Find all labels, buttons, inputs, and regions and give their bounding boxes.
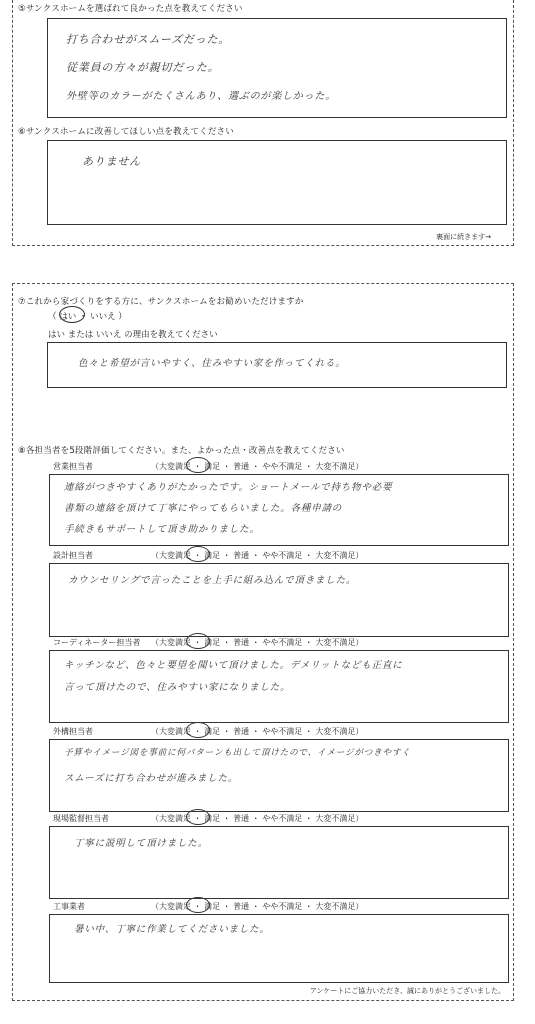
staff-role-site-supervisor: 現場監督担当者 xyxy=(53,814,109,823)
q5-answer-line-1: 打ち合わせがスムーズだった。 xyxy=(66,33,231,46)
staff-comment-line: 暑い中、丁寧に作業してくださいました。 xyxy=(74,924,270,935)
staff-comment-line: キッチンなど、色々と要望を聞いて頂けました。デメリットなども正直に xyxy=(64,660,403,671)
staff-role-design: 設計担当者 xyxy=(53,551,93,560)
staff-rating-coordinator: （大変満足 ・ 満足 ・ 普通 ・ やや不満足 ・ 大変不満足） xyxy=(151,638,364,647)
q7-answer: 色々と希望が言いやすく、住みやすい家を作ってくれる。 xyxy=(78,358,346,369)
q5-answer-line-2: 従業員の方々が親切だった。 xyxy=(66,61,220,74)
q6-label: ⑥サンクスホームに改善してほしい点を教えてください xyxy=(18,127,234,137)
q7-answer-box xyxy=(47,342,507,388)
staff-comment-box-contractor xyxy=(49,914,509,983)
staff-role-exterior: 外構担当者 xyxy=(53,727,93,736)
rating-circle-site-supervisor xyxy=(186,809,210,825)
q7-yes-circle xyxy=(59,306,85,323)
continue-note: 裏面に続きます→ xyxy=(436,233,491,241)
q5-label: ⑤サンクスホームを選ばれて良かった点を教えてください xyxy=(18,4,243,14)
rating-circle-coordinator xyxy=(186,633,210,649)
staff-comment-line: カウンセリングで言ったことを上手に組み込んで頂きました。 xyxy=(68,575,357,586)
staff-rating-design: （大変満足 ・ 満足 ・ 普通 ・ やや不満足 ・ 大変不満足） xyxy=(151,551,364,560)
staff-comment-line: 言って頂けたので、住みやすい家になりました。 xyxy=(64,682,291,693)
q7-reason-label: はい または いいえ の理由を教えてください xyxy=(48,330,218,340)
questionnaire-page-bottom xyxy=(12,283,514,1001)
staff-comment-line: 丁寧に説明して頂けました。 xyxy=(74,838,208,849)
q7-label: ⑦これから家づくりをする方に、サンクスホームをお勧めいただけますか xyxy=(18,297,304,307)
staff-comment-line: 予算やイメージ図を事前に何パターンも出して頂けたので、イメージがつきやすく xyxy=(64,748,411,758)
staff-comment-box-site-supervisor xyxy=(49,826,509,899)
staff-comment-line: 書類の連絡を頂けて丁寧にやってもらいました。各種申請の xyxy=(64,503,343,514)
staff-rating-contractor: （大変満足 ・ 満足 ・ 普通 ・ やや不満足 ・ 大変不満足） xyxy=(151,902,364,911)
rating-circle-contractor xyxy=(186,897,210,913)
staff-rating-exterior: （大変満足 ・ 満足 ・ 普通 ・ やや不満足 ・ 大変不満足） xyxy=(151,727,364,736)
staff-rating-site-supervisor: （大変満足 ・ 満足 ・ 普通 ・ やや不満足 ・ 大変不満足） xyxy=(151,814,364,823)
staff-comment-box-coordinator xyxy=(49,650,509,723)
survey-footer-thanks: アンケートにご協力いただき、誠にありがとうございました。 xyxy=(309,987,505,995)
staff-comment-line: 連絡がつきやすくありがたかったです。ショートメールで持ち物や必要 xyxy=(64,482,393,493)
q5-answer-box xyxy=(47,18,507,118)
questionnaire-page-top xyxy=(12,0,514,246)
staff-role-coordinator: コーディネーター担当者 xyxy=(53,638,141,647)
q5-answer-line-3: 外壁等のカラーがたくさんあり、選ぶのが楽しかった。 xyxy=(66,91,336,102)
staff-comment-box-exterior xyxy=(49,739,509,812)
staff-rating-sales: （大変満足 ・ 満足 ・ 普通 ・ やや不満足 ・ 大変不満足） xyxy=(151,462,364,471)
staff-comment-box-sales xyxy=(49,474,509,546)
rating-circle-design xyxy=(186,546,210,562)
q6-answer-box xyxy=(47,140,507,225)
staff-role-sales: 営業担当者 xyxy=(53,462,93,471)
rating-circle-exterior xyxy=(186,722,210,738)
q7-options: （ はい ・ いいえ ） xyxy=(48,312,127,322)
rating-circle-sales xyxy=(186,457,210,473)
q6-answer: ありません xyxy=(82,155,141,168)
staff-comment-box-design xyxy=(49,563,509,637)
staff-comment-line: スムーズに打ち合わせが進みました。 xyxy=(64,773,239,784)
staff-comment-line: 手続きもサポートして頂き助かりました。 xyxy=(64,524,260,535)
q8-label: ⑧各担当者を5段階評価してください。また、よかった点・改善点を教えてください xyxy=(18,446,345,456)
staff-role-contractor: 工事業者 xyxy=(53,902,85,911)
